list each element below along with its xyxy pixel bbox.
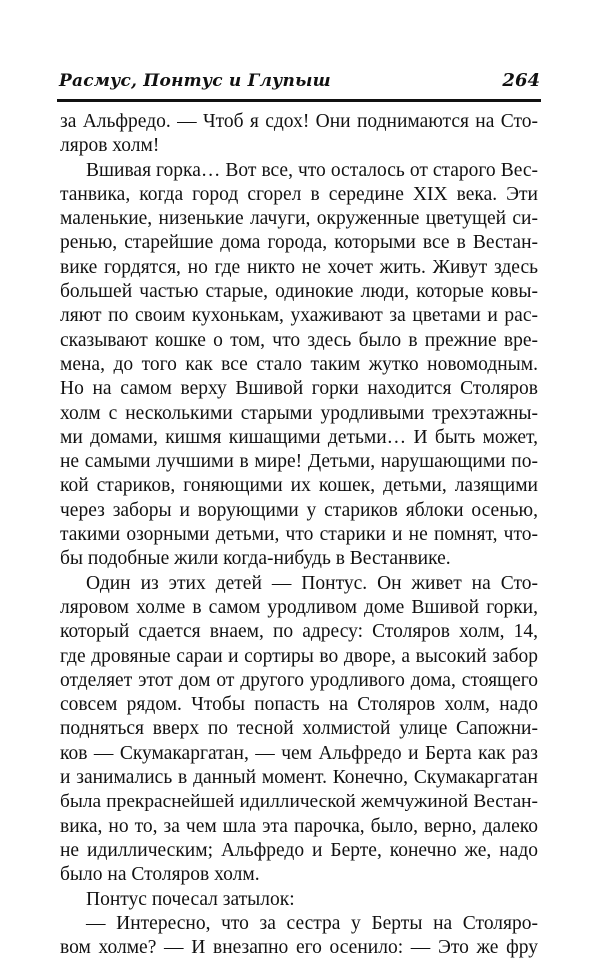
header-title: Расмус, Понтус и Глупыш [59, 71, 331, 91]
text-line: была прекраснейшей идиллической жемчужиной Вестан- [60, 791, 538, 813]
text-line: большей частью старые, одинокие люди, которые ковы- [60, 281, 538, 303]
text-line: через заборы и ворующими у стариков яблоки осенью, [60, 499, 538, 521]
text-line: где дровяные сараи и сортиры во дворе, а высокий забор [60, 645, 538, 667]
text-line: холм с несколькими старыми уродливыми трехэтажны- [60, 402, 538, 424]
text-line: ляровом холме в самом уродливом доме Вшивой горки, [60, 596, 538, 618]
text-line: за Альфредо. — Чтоб я сдох! Они поднимаются на Сто- [60, 111, 538, 132]
text-line: совсем рядом. Чтобы попасть на Столяров холм, надо [60, 694, 538, 716]
text-line: Но на самом верху Вшивой горки находится Столяров [60, 378, 538, 400]
text-line: ляют по своим кухонькам, ухаживают за цветами и рас- [60, 305, 538, 327]
text-line: ляров холм! [60, 135, 160, 157]
text-line: кой стариков, гоняющими их кошек, детьми, лазящими [60, 475, 538, 497]
page-number: 264 [502, 70, 540, 91]
text-line: было на Столяров холм. [60, 864, 260, 886]
header-rule [57, 99, 541, 102]
text-line: не идиллическим; Альфредо и Берте, конечно же, надо [60, 839, 538, 861]
text-line: вика, но то, за чем шла эта парочка, было, верно, далеко [60, 815, 538, 837]
text-line: вике гордятся, но где никто не хочет жить. Живут здесь [60, 256, 538, 278]
text-line: подняться вверх по тесной холмистой улице Сапожни- [60, 718, 538, 740]
text-line: вом холме? — И внезапно его осенило: — Это же фру [60, 937, 538, 959]
text-line: маленькие, низенькие лачуги, окруженные цветущей си- [60, 208, 538, 230]
text-line: мена, до того как все стало таким жутко новомодным. [60, 353, 538, 375]
text-body [60, 110, 538, 960]
text-line: Понтус почесал затылок: [86, 888, 295, 910]
text-line: и занимались в данный момент. Конечно, Скумакаргатан [60, 767, 538, 789]
text-line: такими озорными детьми, что старики и не помнят, что- [60, 524, 538, 546]
text-line: сказывают кошке о том, что здесь было в прежние вре- [60, 329, 538, 351]
text-line: Вшивая горка… Вот все, что осталось от старого Вес- [86, 159, 538, 181]
text-line: не самыми лучшими в мире! Детьми, нарушающими по- [60, 451, 538, 473]
text-line: отделяет этот дом от другого уродливого дома, стоящего [60, 669, 538, 691]
text-line: Один из этих детей — Понтус. Он живет на Сто- [86, 572, 538, 594]
text-line: — Интересно, что за сестра у Берты на Столяро- [86, 912, 538, 934]
text-line: ми домами, кишмя кишащими детьми… И быть может, [60, 426, 538, 448]
running-header [59, 70, 540, 94]
text-line: бы подобные жили когда-нибудь в Вестанвике. [60, 548, 451, 570]
text-line: который сдается внаем, по адресу: Столяров холм, 14, [60, 621, 538, 643]
text-line: ренью, старейшие дома города, которыми все в Вестан- [60, 232, 538, 254]
text-line: танвика, когда город сгорел в середине XIX века. Эти [60, 183, 538, 205]
text-line: ков — Скумакаргатан, — чем Альфредо и Берта как раз [60, 742, 538, 764]
